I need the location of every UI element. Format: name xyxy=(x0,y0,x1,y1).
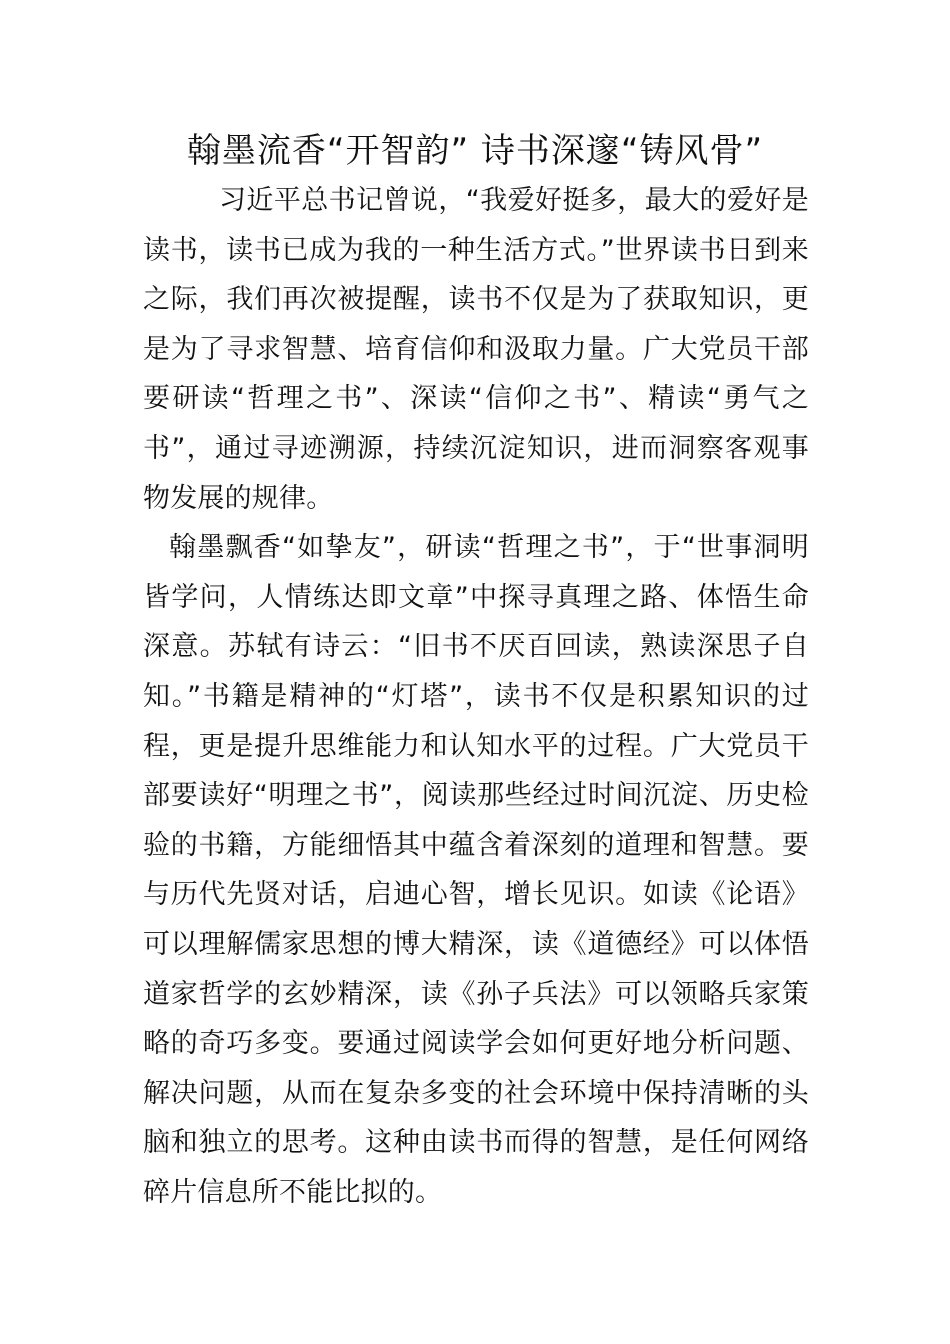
document-title: 翰墨流香“开智韵” 诗书深邃“铸风骨” xyxy=(186,131,764,171)
document-body xyxy=(143,176,809,1217)
paragraph-intro: 习近平总书记曾说，“我爱好挺多，最大的爱好是读书，读书已成为我的一种生活方式。”世界读书日到来之际，我们再次被提醒，读书不仅是为了获取知识，更是为了寻求智慧、培育信仰和汲取力量。广大党员干部要研读“哲理之书”、深读“信仰之书”、精读“勇气之书”，通过寻迹溯源，持续沉淀知识，进而洞察客观事物发展的规律。 xyxy=(143,185,809,514)
paragraph-philosophy-books: 翰墨飘香“如挚友”，研读“哲理之书”，于“世事洞明皆学问，人情练达即文章”中探寻真理之路、体悟生命深意。苏轼有诗云：“旧书不厌百回读，熟读深思子自知。”书籍是精神的“灯塔”，读书不仅是积累知识的过程，更是提升思维能力和认知水平的过程。广大党员干部要读好“明理之书”，阅读那些经过时间沉淀、历史检验的书籍，方能细悟其中蕴含着深刻的道理和智慧。要与历代先贤对话，启迪心智，增长见识。如读《论语》可以理解儒家思想的博大精深，读《道德经》可以体悟道家哲学的玄妙精深，读《孙子兵法》可以领略兵家策略的奇巧多变。要通过阅读学会如何更好地分析问题、解决问题，从而在复杂多变的社会环境中保持清晰的头脑和独立的思考。这种由读书而得的智慧，是任何网络碎片信息所不能比拟的。 xyxy=(143,532,809,1208)
